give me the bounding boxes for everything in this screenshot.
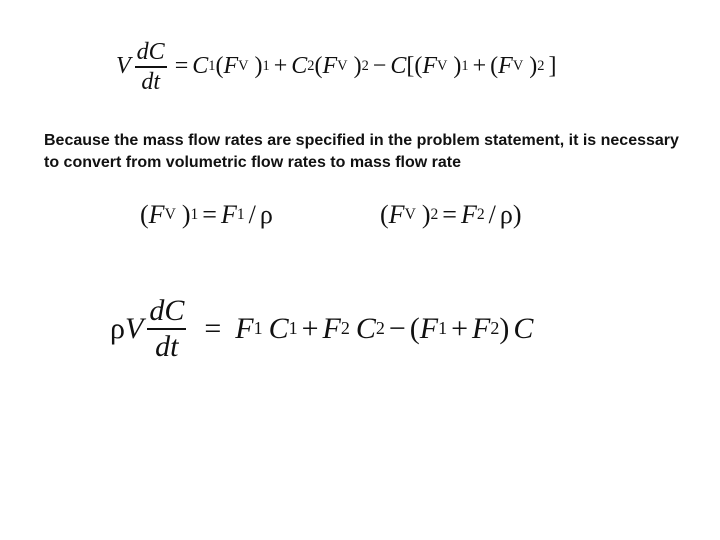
- subscript: 2: [361, 58, 369, 75]
- subscript: 1: [253, 318, 263, 339]
- bracket: ]: [548, 53, 557, 80]
- subscript: V: [337, 58, 348, 75]
- equals-sign: =: [202, 200, 217, 229]
- conversion-equation-2: [380, 200, 522, 230]
- paren: ): [453, 53, 462, 80]
- mass-flow-term: F: [419, 311, 439, 345]
- subscript: 1: [262, 58, 270, 75]
- derivative-numerator: dC: [136, 39, 165, 65]
- paren: (: [409, 311, 420, 345]
- paren: (: [140, 200, 149, 229]
- paren: (: [314, 53, 323, 80]
- conversion-equation-1: [140, 200, 273, 230]
- equals-sign: =: [174, 53, 189, 80]
- subscript: 1: [288, 318, 298, 339]
- subscript: 1: [236, 206, 245, 223]
- subscript: 2: [476, 206, 485, 223]
- flow-term: F: [498, 53, 513, 80]
- derivative-denominator: dt: [141, 68, 161, 95]
- subscript: 2: [375, 318, 385, 339]
- flow-term: F: [422, 53, 438, 80]
- concentration-term: C: [390, 53, 407, 80]
- concentration-term: C: [513, 311, 534, 345]
- paren: (: [490, 53, 499, 80]
- paren: (: [380, 200, 389, 229]
- subscript: V: [512, 58, 524, 75]
- paren: ): [499, 311, 510, 345]
- concentration-term: C: [268, 311, 289, 345]
- derivative-denominator: dt: [155, 329, 179, 363]
- paren: (: [215, 53, 224, 80]
- derivative-numerator: dC: [149, 294, 185, 327]
- density-symbol: ρ: [110, 311, 125, 345]
- bracket: [: [406, 53, 415, 80]
- concentration-term: C: [355, 311, 376, 345]
- plus-sign: +: [273, 53, 288, 80]
- concentration-term: C: [291, 53, 308, 80]
- paren: ): [512, 200, 522, 229]
- subscript: 2: [307, 58, 315, 75]
- volume-symbol: V: [116, 53, 131, 80]
- subscript: V: [404, 206, 416, 223]
- paren: ): [421, 200, 431, 229]
- mass-flow-term: F: [235, 311, 254, 345]
- subscript: V: [238, 58, 249, 75]
- equals-sign: =: [204, 311, 222, 345]
- paren: (: [414, 53, 423, 80]
- concentration-term: C: [192, 53, 209, 80]
- subscript: V: [164, 206, 176, 223]
- paren: ): [353, 53, 362, 80]
- mass-flow-term: F: [220, 200, 237, 229]
- subscript: 1: [461, 58, 469, 75]
- flow-term: F: [148, 200, 165, 229]
- division-slash: /: [488, 200, 496, 229]
- flow-term: F: [223, 53, 239, 80]
- mass-flow-term: F: [460, 200, 477, 229]
- flow-term: F: [388, 200, 405, 229]
- mass-flow-balance-equation: [110, 296, 533, 362]
- fraction-bar: [135, 66, 167, 68]
- derivative-fraction: [147, 296, 186, 362]
- minus-sign: −: [372, 53, 387, 80]
- subscript: 1: [190, 206, 199, 223]
- density-symbol: ρ: [499, 200, 513, 229]
- subscript: 1: [438, 318, 448, 339]
- explanation-paragraph: Because the mass flow rates are specified in the problem statement, it is necessary to convert from volumetric flow rates to mass flow rate: [44, 132, 679, 171]
- minus-sign: −: [388, 311, 406, 345]
- paren: ): [529, 53, 538, 80]
- subscript: 1: [208, 58, 216, 75]
- subscript: 2: [490, 318, 500, 339]
- subscript: V: [437, 58, 448, 75]
- flow-term: F: [322, 53, 338, 80]
- subscript: 2: [430, 206, 439, 223]
- density-symbol: ρ: [259, 200, 273, 229]
- subscript: 2: [537, 58, 545, 75]
- equals-sign: =: [442, 200, 457, 229]
- mass-flow-term: F: [472, 311, 491, 345]
- paren: ): [254, 53, 263, 80]
- paren: ): [181, 200, 191, 229]
- volume-symbol: V: [124, 311, 144, 345]
- plus-sign: +: [301, 311, 319, 345]
- derivative-fraction: [135, 40, 167, 94]
- mass-balance-equation: [116, 40, 556, 94]
- plus-sign: +: [472, 53, 487, 80]
- mass-flow-term: F: [322, 311, 341, 345]
- subscript: 2: [340, 318, 350, 339]
- division-slash: /: [248, 200, 256, 229]
- plus-sign: +: [451, 311, 469, 345]
